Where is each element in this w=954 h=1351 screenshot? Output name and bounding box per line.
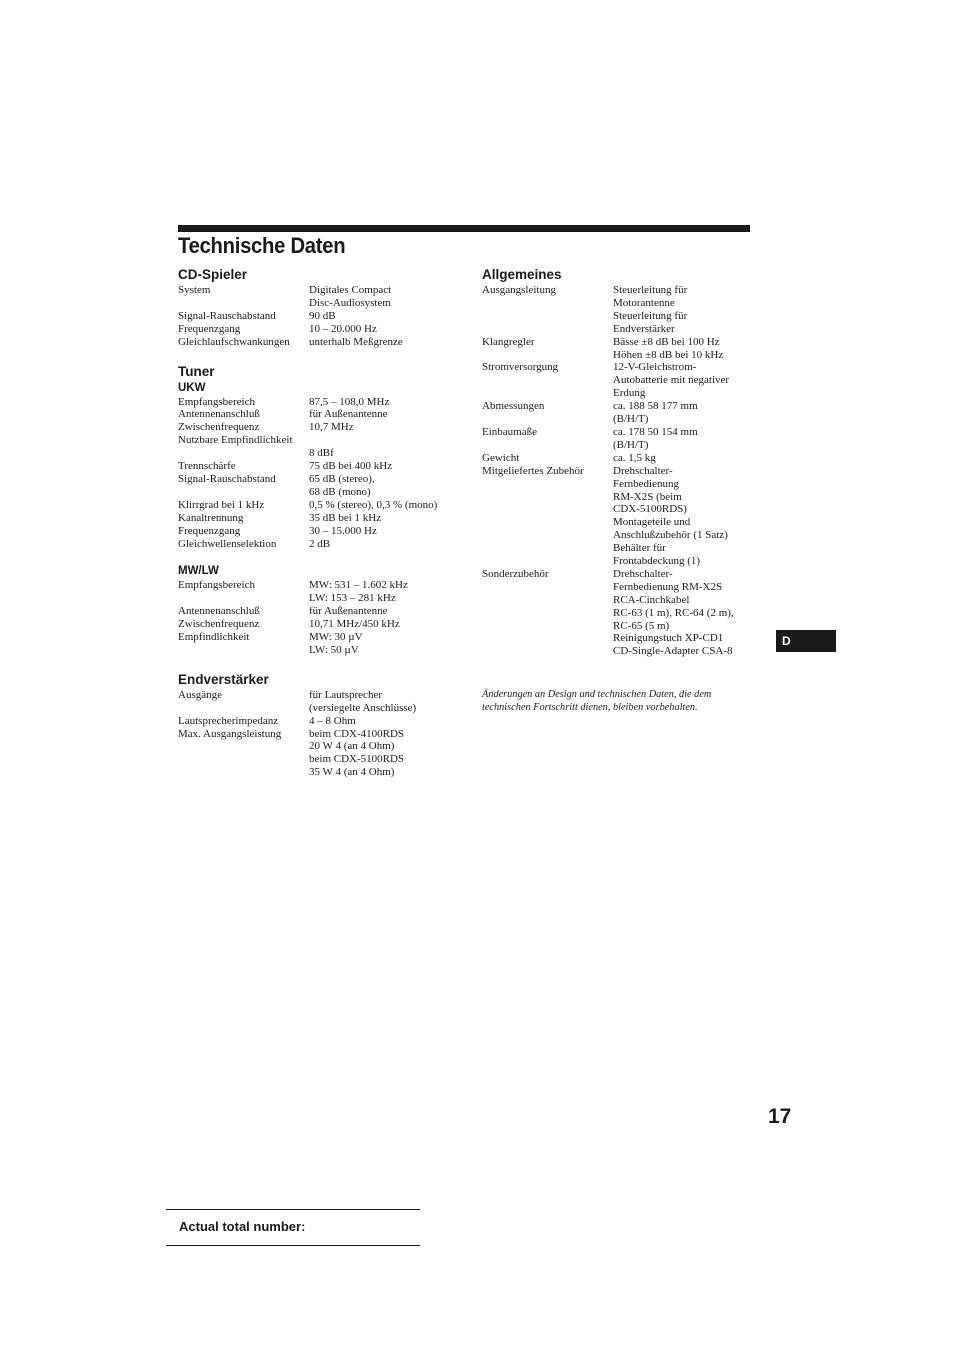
spec-row [178,525,468,538]
spec-row [178,512,468,525]
spec-value-line: Reinigungstuch XP-CD1 [613,632,724,645]
spec-value-line: Drehschalter- [613,567,673,580]
spec-value-line: Endverstärker [613,322,675,335]
spec-label: Gleichwellenselektion [178,537,277,550]
spec-value-line: MW: 531 – 1.602 kHz [309,579,408,592]
spec-value [309,336,468,349]
spec-value-line: RC-63 (1 m), RC-64 (2 m), [613,606,734,619]
spec-row [178,689,468,715]
spec-value-line: 35 W 4 (an 4 Ohm) [309,766,395,779]
subheading-mwlw: MW/LW [178,565,219,578]
spec-value-line: Montageteile und [613,516,691,529]
spec-row [178,605,468,618]
spec-table-amp [178,689,468,779]
footer-label: Actual total number: [179,1219,306,1234]
spec-row [482,400,750,426]
spec-value-line: Behälter für [613,542,666,555]
spec-value-line: LW: 50 µV [309,643,359,656]
footnote [482,689,762,714]
spec-value-line: für Lautsprecher [309,688,382,701]
spec-value [613,465,750,568]
right-column [482,266,750,658]
spec-value [309,421,468,434]
spec-table-ukw [178,396,468,551]
spec-value [613,568,750,658]
spec-value-line: LW: 153 – 281 kHz [309,592,396,605]
spec-label: Frequenzgang [178,322,241,335]
spec-value-line: CDX-5100RDS) [613,503,687,516]
spec-value-line: ca. 1,5 kg [613,451,656,464]
spec-value-line: 10 – 20.000 Hz [309,322,377,335]
spec-value [309,323,468,336]
spec-label: Nutzbare Empfindlichkeit [178,434,293,447]
spec-value-line: Autobatterie mit negativer [613,374,730,387]
spec-value [309,618,468,631]
spec-value-line: 20 W 4 (an 4 Ohm) [309,740,395,753]
page-title: Technische Daten [178,233,346,258]
spec-table-mwlw [178,579,468,656]
spec-label: Mitgeliefertes Zubehör [482,464,584,477]
spec-value-line: (versiegelte Anschlüsse) [309,701,417,714]
spec-value-line: Motorantenne [613,296,675,309]
spec-value-line: 68 dB (mono) [309,485,371,498]
spec-value [309,499,468,512]
spec-value [309,538,468,551]
page-number: 17 [768,1105,792,1128]
spec-value-line: 10,71 MHz/450 kHz [309,618,400,631]
spec-value-line: Fernbedienung RM-X2S [613,580,723,593]
spec-row [178,434,468,460]
spec-label: Zwischenfrequenz [178,618,260,631]
spec-value [309,689,468,715]
subheading-ukw: UKW [178,381,206,394]
spec-value-line: 4 – 8 Ohm [309,714,356,727]
spec-value-line: 75 dB bei 400 kHz [309,460,393,473]
spec-value-line: RCA-Cinchkabel [613,593,690,606]
spec-value-line: CD-Single-Adapter CSA-8 [613,645,733,658]
spec-table-general [482,284,750,658]
spec-row [178,538,468,551]
spec-value [613,361,750,400]
spec-value-line: Drehschalter- [613,464,673,477]
spec-value [613,426,750,452]
spec-label: Lautsprecherimpedanz [178,714,279,727]
section-heading-tuner: Tuner [178,363,215,379]
spec-row [178,310,468,323]
spec-value-line: Frontabdeckung (1) [613,555,701,568]
spec-value-line: Erdung [613,387,646,400]
spec-value [309,460,468,473]
spec-row [482,568,750,658]
spec-value-line: Anschlußzubehör (1 Satz) [613,529,728,542]
spec-row [482,361,750,400]
spec-value [613,452,750,465]
spec-label: Einbaumaße [482,425,537,438]
spec-value-line: Steuerleitung für [613,284,688,296]
spec-value [309,408,468,421]
spec-value [309,605,468,618]
footnote-line: Änderungen an Design und technischen Daten, die dem [482,689,712,700]
spec-row [178,396,468,409]
footnote-line: technischen Fortschritt dienen, bleiben vorbehalten. [482,701,698,713]
language-tab: D [776,630,836,652]
spec-row [178,579,468,605]
spec-row [482,465,750,568]
spec-value-line: (B/H/T) [613,413,649,426]
spec-value-line: RC-65 (5 m) [613,619,670,632]
spec-label: Empfangsbereich [178,395,255,408]
spec-value [309,284,468,310]
title-rule [178,225,750,232]
spec-label: System [178,284,211,296]
spec-label: Sonderzubehör [482,567,549,580]
spec-row [178,618,468,631]
spec-row [178,715,468,728]
spec-label: Klirrgrad bei 1 kHz [178,498,265,511]
spec-value [309,525,468,538]
spec-value-line: unterhalb Meßgrenze [309,335,403,348]
section-heading-cd: CD-Spieler [178,267,248,282]
spec-value [309,434,468,460]
spec-label: Gewicht [482,451,520,464]
spec-value-line [309,434,468,447]
spec-row [178,421,468,434]
section-heading-general: Allgemeines [482,267,562,282]
spec-value-line: MW: 30 µV [309,631,363,644]
spec-label: Empfangsbereich [178,579,255,592]
spec-value [613,336,750,362]
spec-row [178,631,468,657]
spec-label: Abmessungen [482,400,545,413]
spec-value [309,579,468,605]
spec-row [178,323,468,336]
spec-value-line: 90 dB [309,309,336,322]
spec-value-line: Höhen ±8 dB bei 10 kHz [613,348,724,361]
spec-value [309,715,468,728]
left-column [178,266,468,779]
spec-value-line: Bässe ±8 dB bei 100 Hz [613,335,720,348]
spec-label: Ausgänge [178,688,222,701]
spec-row [178,499,468,512]
spec-value [309,473,468,499]
spec-value-line: 30 – 15.000 Hz [309,524,377,537]
spec-label: Ausgangsleitung [482,284,556,296]
spec-label: Zwischenfrequenz [178,421,260,434]
spec-row [178,728,468,780]
spec-value-line: 65 dB (stereo), [309,472,375,485]
spec-table-cd [178,284,468,349]
spec-value-line: Fernbedienung [613,477,679,490]
spec-value [309,512,468,525]
spec-value-line: 87,5 – 108,0 MHz [309,395,390,408]
spec-row [482,452,750,465]
spec-value-line: beim CDX-4100RDS [309,727,405,740]
spec-row [178,284,468,310]
spec-value-line: Digitales Compact [309,284,392,296]
spec-label: Stromversorgung [482,361,559,374]
spec-value-line: (B/H/T) [613,438,649,451]
spec-value-line: Disc-Audiosystem [309,296,391,309]
spec-label: Trennschärfe [178,460,236,473]
spec-value-line: 35 dB bei 1 kHz [309,511,382,524]
spec-label: Klangregler [482,335,535,348]
spec-value-line: ca. 178 50 154 mm [613,425,698,438]
spec-label: Antennenanschluß [178,605,260,618]
spec-value [309,310,468,323]
spec-value [309,631,468,657]
section-heading-amp: Endverstärker [178,671,269,687]
spec-value-line: 2 dB [309,537,331,550]
spec-value [613,400,750,426]
spec-value-line: beim CDX-5100RDS [309,753,405,766]
spec-label: Signal-Rauschabstand [178,309,276,322]
spec-value-line: für Außenantenne [309,605,388,618]
spec-row [178,408,468,421]
spec-label: Antennenanschluß [178,408,260,421]
spec-row [178,473,468,499]
spec-row [482,284,750,336]
spec-row [178,336,468,349]
spec-value [309,396,468,409]
spec-value-line: RM-X2S (beim [613,490,682,503]
spec-label: Frequenzgang [178,524,241,537]
spec-value-line: 8 dBf [309,447,334,460]
spec-value-line: 0,5 % (stereo), 0,3 % (mono) [309,498,438,511]
spec-label: Max. Ausgangsleistung [178,727,282,740]
spec-value [613,284,750,336]
spec-value-line: 12-V-Gleichstrom- [613,361,697,374]
spec-row [482,426,750,452]
spec-label: Signal-Rauschabstand [178,472,276,485]
spec-value-line: 10,7 MHz [309,421,354,434]
spec-label: Gleichlaufschwankungen [178,335,290,348]
spec-value-line: Steuerleitung für [613,309,688,322]
spec-row [482,336,750,362]
footer-box [166,1209,420,1246]
spec-value-line: für Außenantenne [309,408,388,421]
spec-value [309,728,468,780]
spec-value-line: ca. 188 58 177 mm [613,400,698,413]
spec-label: Empfindlichkeit [178,631,250,644]
spec-label: Kanaltrennung [178,511,244,524]
spec-row [178,460,468,473]
